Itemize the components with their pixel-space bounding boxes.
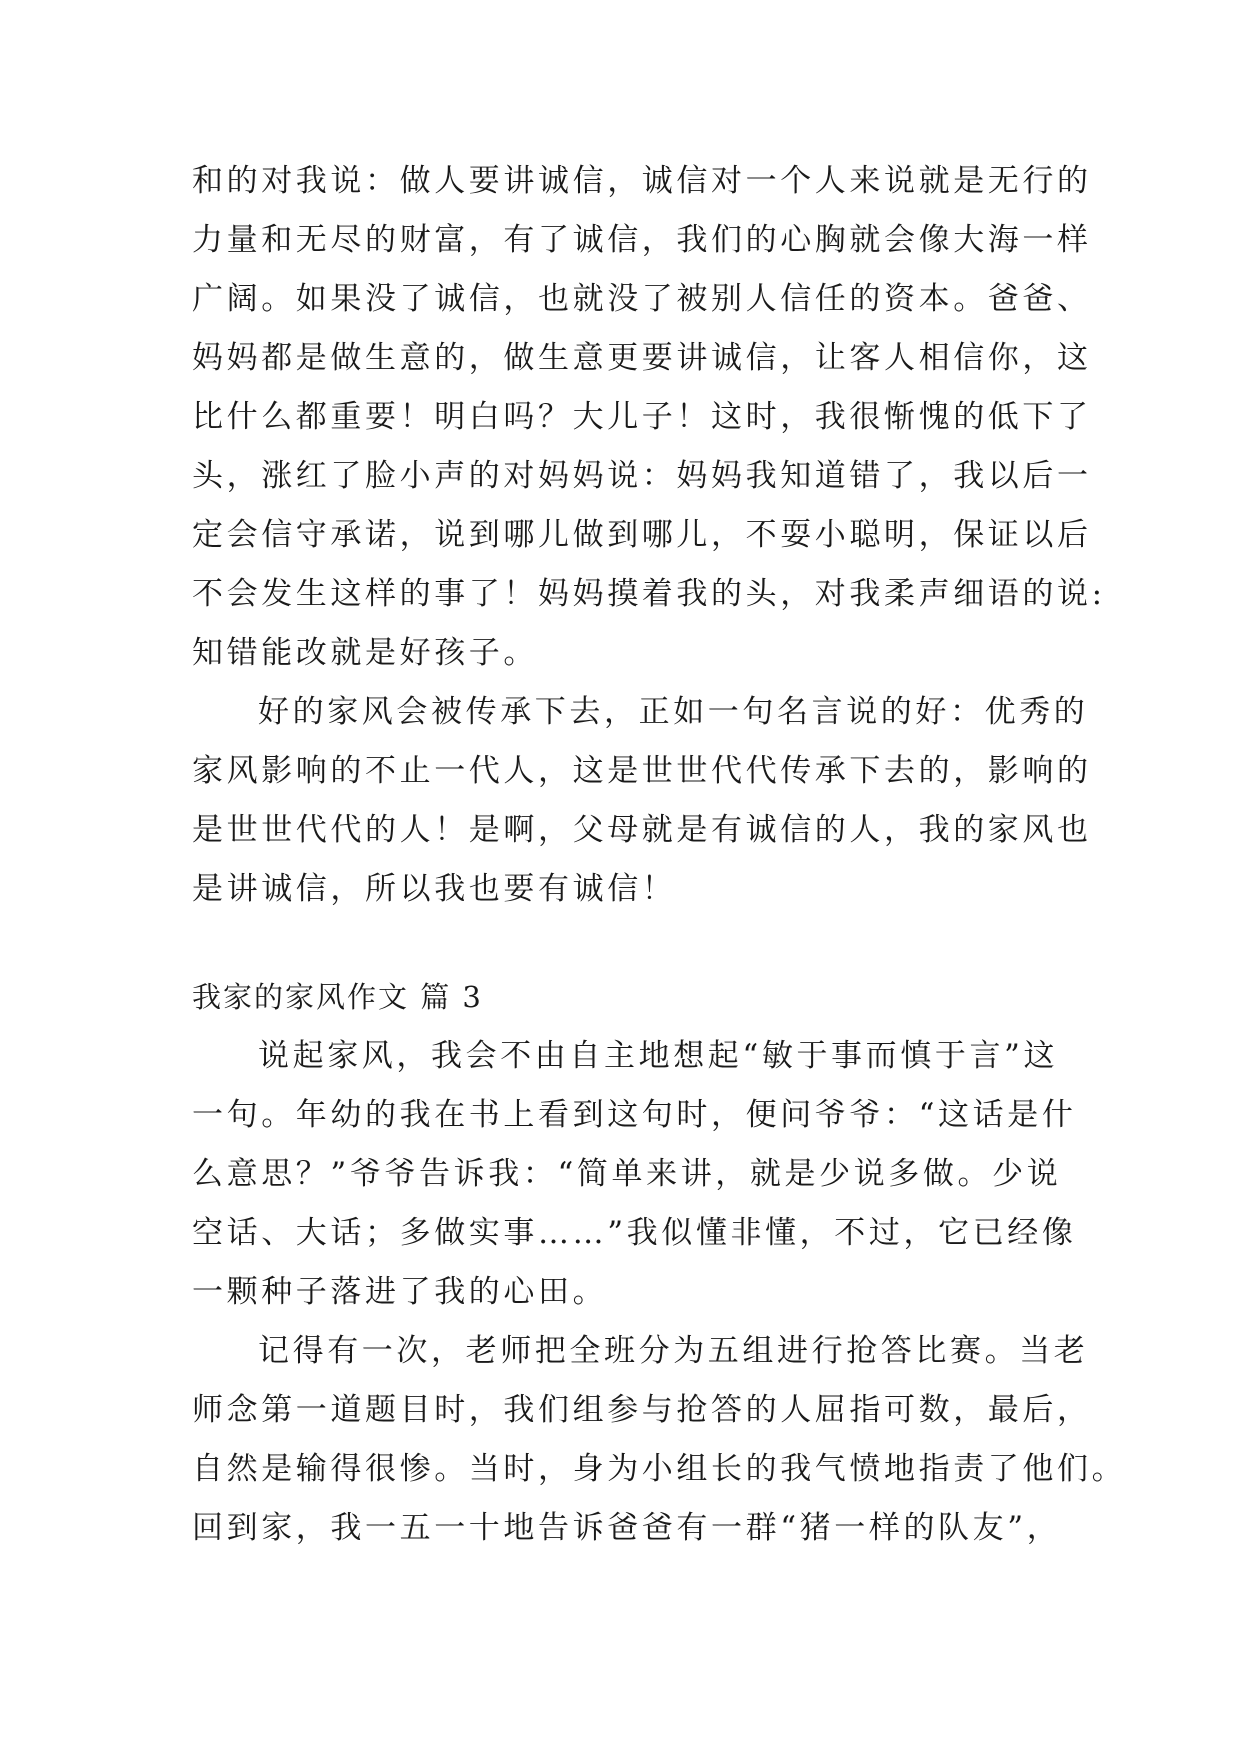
text-line-18: 空话、大话；多做实事……”我似懂非懂，不过，它已经像	[192, 1215, 1077, 1251]
paragraph-start-line: 好的家风会被传承下去，正如一句名言说的好：优秀的	[258, 694, 1089, 730]
text-line-21: 师念第一道题目时，我们组参与抢答的人屈指可数，最后，	[192, 1392, 1092, 1428]
paragraph-start-line: 说起家风，我会不由自主地想起“敏于事而慎于言”这	[258, 1038, 1059, 1074]
text-line-4: 妈妈都是做生意的，做生意更要讲诚信，让客人相信你，这	[192, 340, 1092, 376]
text-line-12: 是世世代代的人！是啊，父母就是有诚信的人，我的家风也	[192, 812, 1092, 848]
section-heading: 我家的家风作文 篇 3	[192, 980, 483, 1014]
text-line-23: 回到家，我一五一十地告诉爸爸有一群“猪一样的队友”，	[192, 1510, 1062, 1546]
text-line-17: 么意思？”爷爷告诉我：“简单来讲，就是少说多做。少说	[192, 1156, 1062, 1192]
text-line-16: 一句。年幼的我在书上看到这句时，便问爷爷：“这话是什	[192, 1097, 1077, 1133]
text-line-1: 和的对我说：做人要讲诚信，诚信对一个人来说就是无行的	[192, 163, 1092, 199]
text-line-7: 定会信守承诺，说到哪儿做到哪儿，不耍小聪明，保证以后	[192, 517, 1092, 553]
text-line-11: 家风影响的不止一代人，这是世世代代传承下去的，影响的	[192, 753, 1092, 789]
text-line-6: 头，涨红了脸小声的对妈妈说：妈妈我知道错了，我以后一	[192, 458, 1092, 494]
text-line-2: 力量和无尽的财富，有了诚信，我们的心胸就会像大海一样	[192, 222, 1092, 258]
text-line-9: 知错能改就是好孩子。	[192, 635, 538, 671]
text-line-8: 不会发生这样的事了！妈妈摸着我的头，对我柔声细语的说:	[192, 576, 1106, 612]
text-line-3: 广阔。如果没了诚信，也就没了被别人信任的资本。爸爸、	[192, 281, 1092, 317]
text-line-13: 是讲诚信，所以我也要有诚信！	[192, 871, 677, 907]
text-line-5: 比什么都重要！明白吗？大儿子！这时，我很惭愧的低下了	[192, 399, 1092, 435]
text-line-19: 一颗种子落进了我的心田。	[192, 1274, 608, 1310]
text-line-22: 自然是输得很惨。当时，身为小组长的我气愤地指责了他们。	[192, 1451, 1127, 1487]
paragraph-start-line: 记得有一次，老师把全班分为五组进行抢答比赛。当老	[258, 1333, 1089, 1369]
